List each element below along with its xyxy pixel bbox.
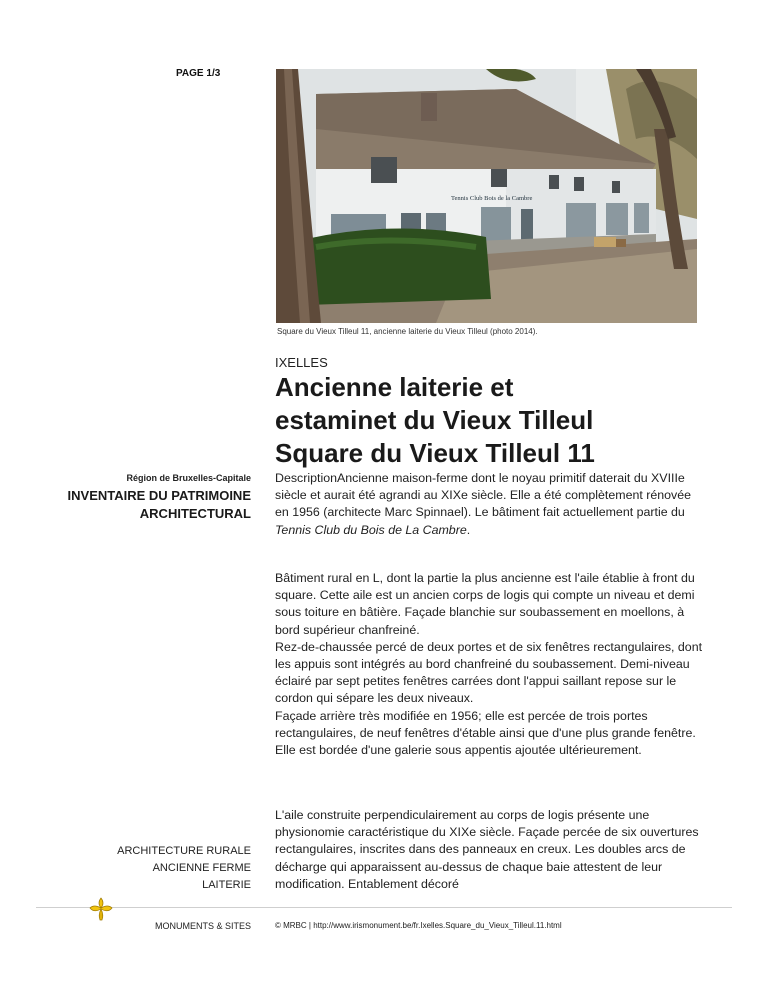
keyword-list xyxy=(117,843,251,894)
photo-caption: Square du Vieux Tilleul 11, ancienne laiterie du Vieux Tilleul (photo 2014). xyxy=(277,327,538,336)
title-line: Square du Vieux Tilleul 11 xyxy=(275,438,595,468)
page-title xyxy=(275,371,705,470)
body-line: Façade arrière très modifiée en 1956; elle est percée de trois portes rectangulaires, de neuf fenêtres d'étable ainsi que d'une plus grande fenêtre. Elle est bordée d'une galerie sous appentis ajoutée ultérieurement. xyxy=(275,708,696,758)
iris-flower-icon xyxy=(88,896,114,922)
footer-left: MONUMENTS & SITES xyxy=(154,921,251,931)
footer-divider xyxy=(36,907,732,908)
keyword-item[interactable]: LAITERIE xyxy=(202,879,251,891)
sign-text: Tennis Club Bois de la Cambre xyxy=(451,195,533,202)
inventory-line: INVENTAIRE DU PATRIMOINE xyxy=(67,488,251,503)
inventory-line: ARCHITECTURAL xyxy=(139,506,251,521)
footer-url[interactable]: © MRBC | http://www.irismonument.be/fr.Ixelles.Square_du_Vieux_Tilleul.11.html xyxy=(275,921,562,930)
description-end: . xyxy=(466,522,471,537)
region-label: Région de Bruxelles-Capitale xyxy=(126,473,251,483)
keyword-item[interactable]: ARCHITECTURE RURALE xyxy=(117,845,251,857)
body-paragraph xyxy=(275,570,705,759)
title-line: estaminet du Vieux Tilleul xyxy=(275,405,594,435)
body-line: Bâtiment rural en L, dont la partie la plus ancienne est l'aile établie à front du square. Cette aile est un ancien corps de logis qui compte un niveau et demi sous toiture en bâtière. Façade blanchie sur soubassement en moellons, à bord supérieur chanfreiné. xyxy=(275,571,695,637)
club-name: Tennis Club du Bois de La Cambre xyxy=(275,522,467,537)
description-paragraph xyxy=(275,470,705,539)
building-photo xyxy=(276,69,697,323)
body-paragraph-2: L'aile construite perpendiculairement au corps de logis présente une physionomie caractéristique du XIXe siècle. Façade percée de six ouvertures rectangulaires, inscrites dans des panneaux en creux. Les doubles arcs de décharge qui apparaissent au-dessus de chaque baie attestent de leur modification. Entablement décoré xyxy=(275,808,699,891)
inventory-heading xyxy=(68,487,251,523)
page-number: PAGE 1/3 xyxy=(176,68,221,79)
keyword-item[interactable]: ANCIENNE FERME xyxy=(152,862,251,874)
body-line: Rez-de-chaussée percé de deux portes et de six fenêtres rectangulaires, dont les appuis sont intégrés au bord chanfreiné du soubassement. Demi-niveau éclairé par sept petites fenêtres carrées dont l'appui saillant repose sur le cordon qui sépare les deux niveaux. xyxy=(275,639,703,706)
description-text: DescriptionAncienne maison-ferme dont le noyau primitif daterait du XVIIIe siècle et aurait été agrandi au XIXe siècle. Elle a été complètement rénovée en 1956 (architecte Marc Spinnael). Le bâtiment fait actuellement partie du xyxy=(275,471,692,520)
title-line: Ancienne laiterie et xyxy=(275,372,514,402)
commune-label: IXELLES xyxy=(275,355,328,370)
